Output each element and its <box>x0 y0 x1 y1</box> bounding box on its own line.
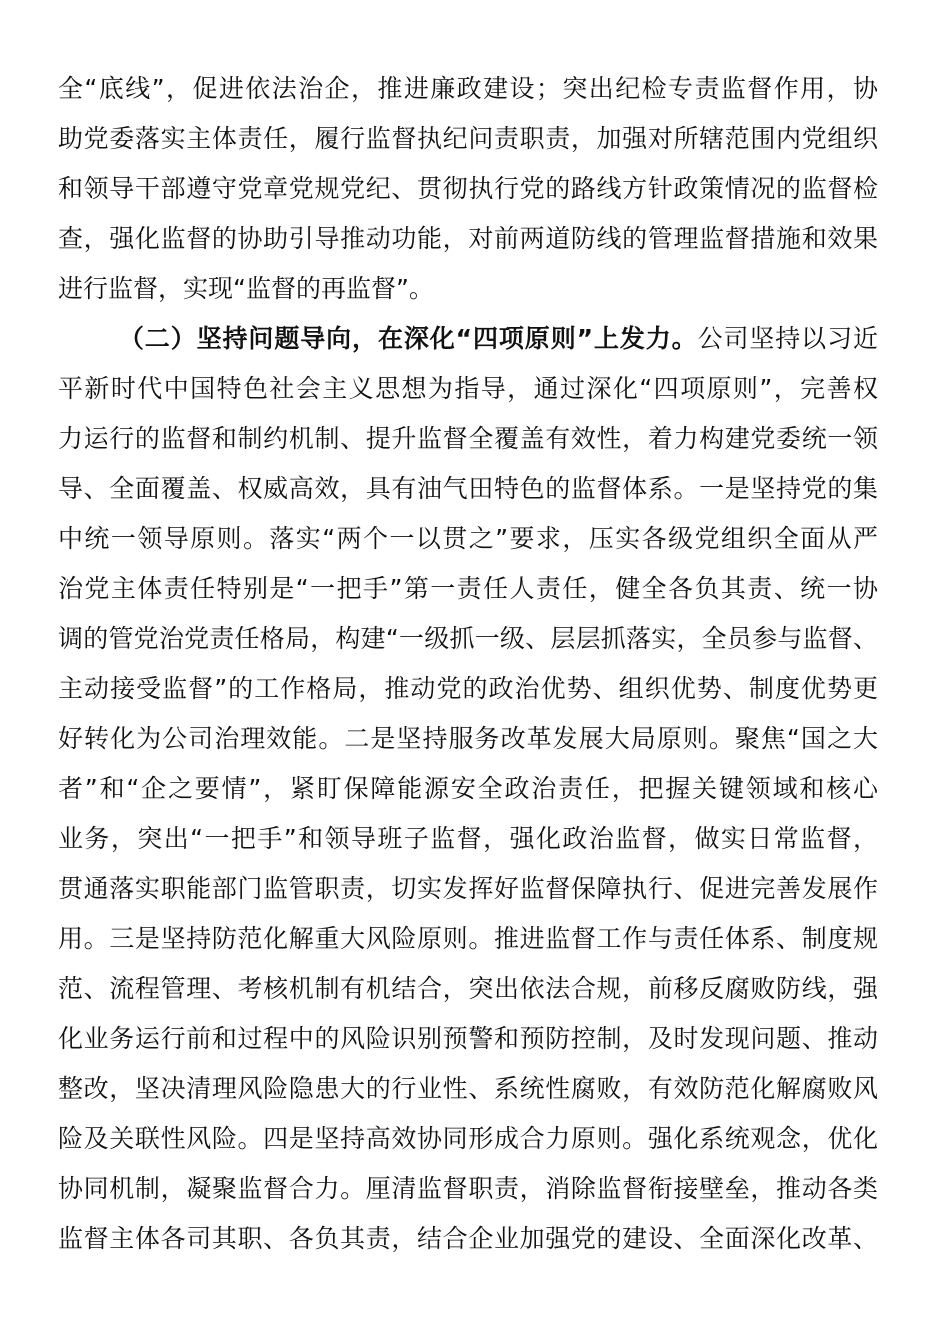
para2-line: 业务，突出“一把手”和领导班子监督，强化政治监督，做实日常监督， <box>58 824 878 853</box>
para2-line: 主动接受监督”的工作格局，推动党的政治优势、组织优势、制度优势更 <box>58 674 878 703</box>
para2-line: 平新时代中国特色社会主义思想为指导，通过深化“四项原则”，完善权 <box>58 374 878 403</box>
para2-line: 好转化为公司治理效能。二是坚持服务改革发展大局原则。聚焦“国之大 <box>58 724 878 753</box>
body-text <box>58 64 878 1264</box>
para2-line: 导、全面覆盖、权威高效，具有油气田特色的监督体系。一是坚持党的集 <box>58 474 878 503</box>
para1-line: 和领导干部遵守党章党规党纪、贯彻执行党的路线方针政策情况的监督检 <box>58 174 878 203</box>
para1-line: 全“底线”，促进依法治企，推进廉政建设；突出纪检专责监督作用，协 <box>58 74 878 103</box>
para1-line: 助党委落实主体责任，履行监督执纪问责职责，加强对所辖范围内党组织 <box>58 124 878 153</box>
para2-line: 监督主体各司其职、各负其责，结合企业加强党的建设、全面深化改革、 <box>58 1224 878 1253</box>
para2-line: 治党主体责任特别是“一把手”第一责任人责任，健全各负其责、统一协 <box>58 574 878 603</box>
para2-line: 调的管党治党责任格局，构建“一级抓一级、层层抓落实，全员参与监督、 <box>58 624 878 653</box>
para1-line: 进行监督，实现“监督的再监督”。 <box>58 274 434 303</box>
para2-line: 贯通落实职能部门监管职责，切实发挥好监督保障执行、促进完善发展作 <box>58 874 878 903</box>
para2-line: 险及关联性风险。四是坚持高效协同形成合力原则。强化系统观念，优化 <box>58 1124 878 1153</box>
para2-line: 用。三是坚持防范化解重大风险原则。推进监督工作与责任体系、制度规 <box>58 924 878 953</box>
para2-line: 力运行的监督和制约机制、提升监督全覆盖有效性，着力构建党委统一领 <box>58 424 878 453</box>
para2-line: 协同机制，凝聚监督合力。厘清监督职责，消除监督衔接壁垒，推动各类 <box>58 1174 878 1203</box>
para2-first-line-rest: 公司坚持以习近 <box>697 324 878 353</box>
para2-line: 中统一领导原则。落实“两个一以贯之”要求，压实各级党组织全面从严 <box>58 524 878 553</box>
para2-first-line <box>58 314 878 364</box>
para2-line: 者”和“企之要情”，紧盯保障能源安全政治责任，把握关键领域和核心 <box>58 774 878 803</box>
para1-line: 查，强化监督的协助引导推动功能，对前两道防线的管理监督措施和效果 <box>58 224 878 253</box>
para2-line: 化业务运行前和过程中的风险识别预警和预防控制，及时发现问题、推动 <box>58 1024 878 1053</box>
para2-line: 范、流程管理、考核机制有机结合，突出依法合规，前移反腐败防线，强 <box>58 974 878 1003</box>
section-heading: （二）坚持问题导向，在深化“四项原则”上发力。 <box>118 324 698 353</box>
para2-line: 整改，坚决清理风险隐患大的行业性、系统性腐败，有效防范化解腐败风 <box>58 1074 878 1103</box>
